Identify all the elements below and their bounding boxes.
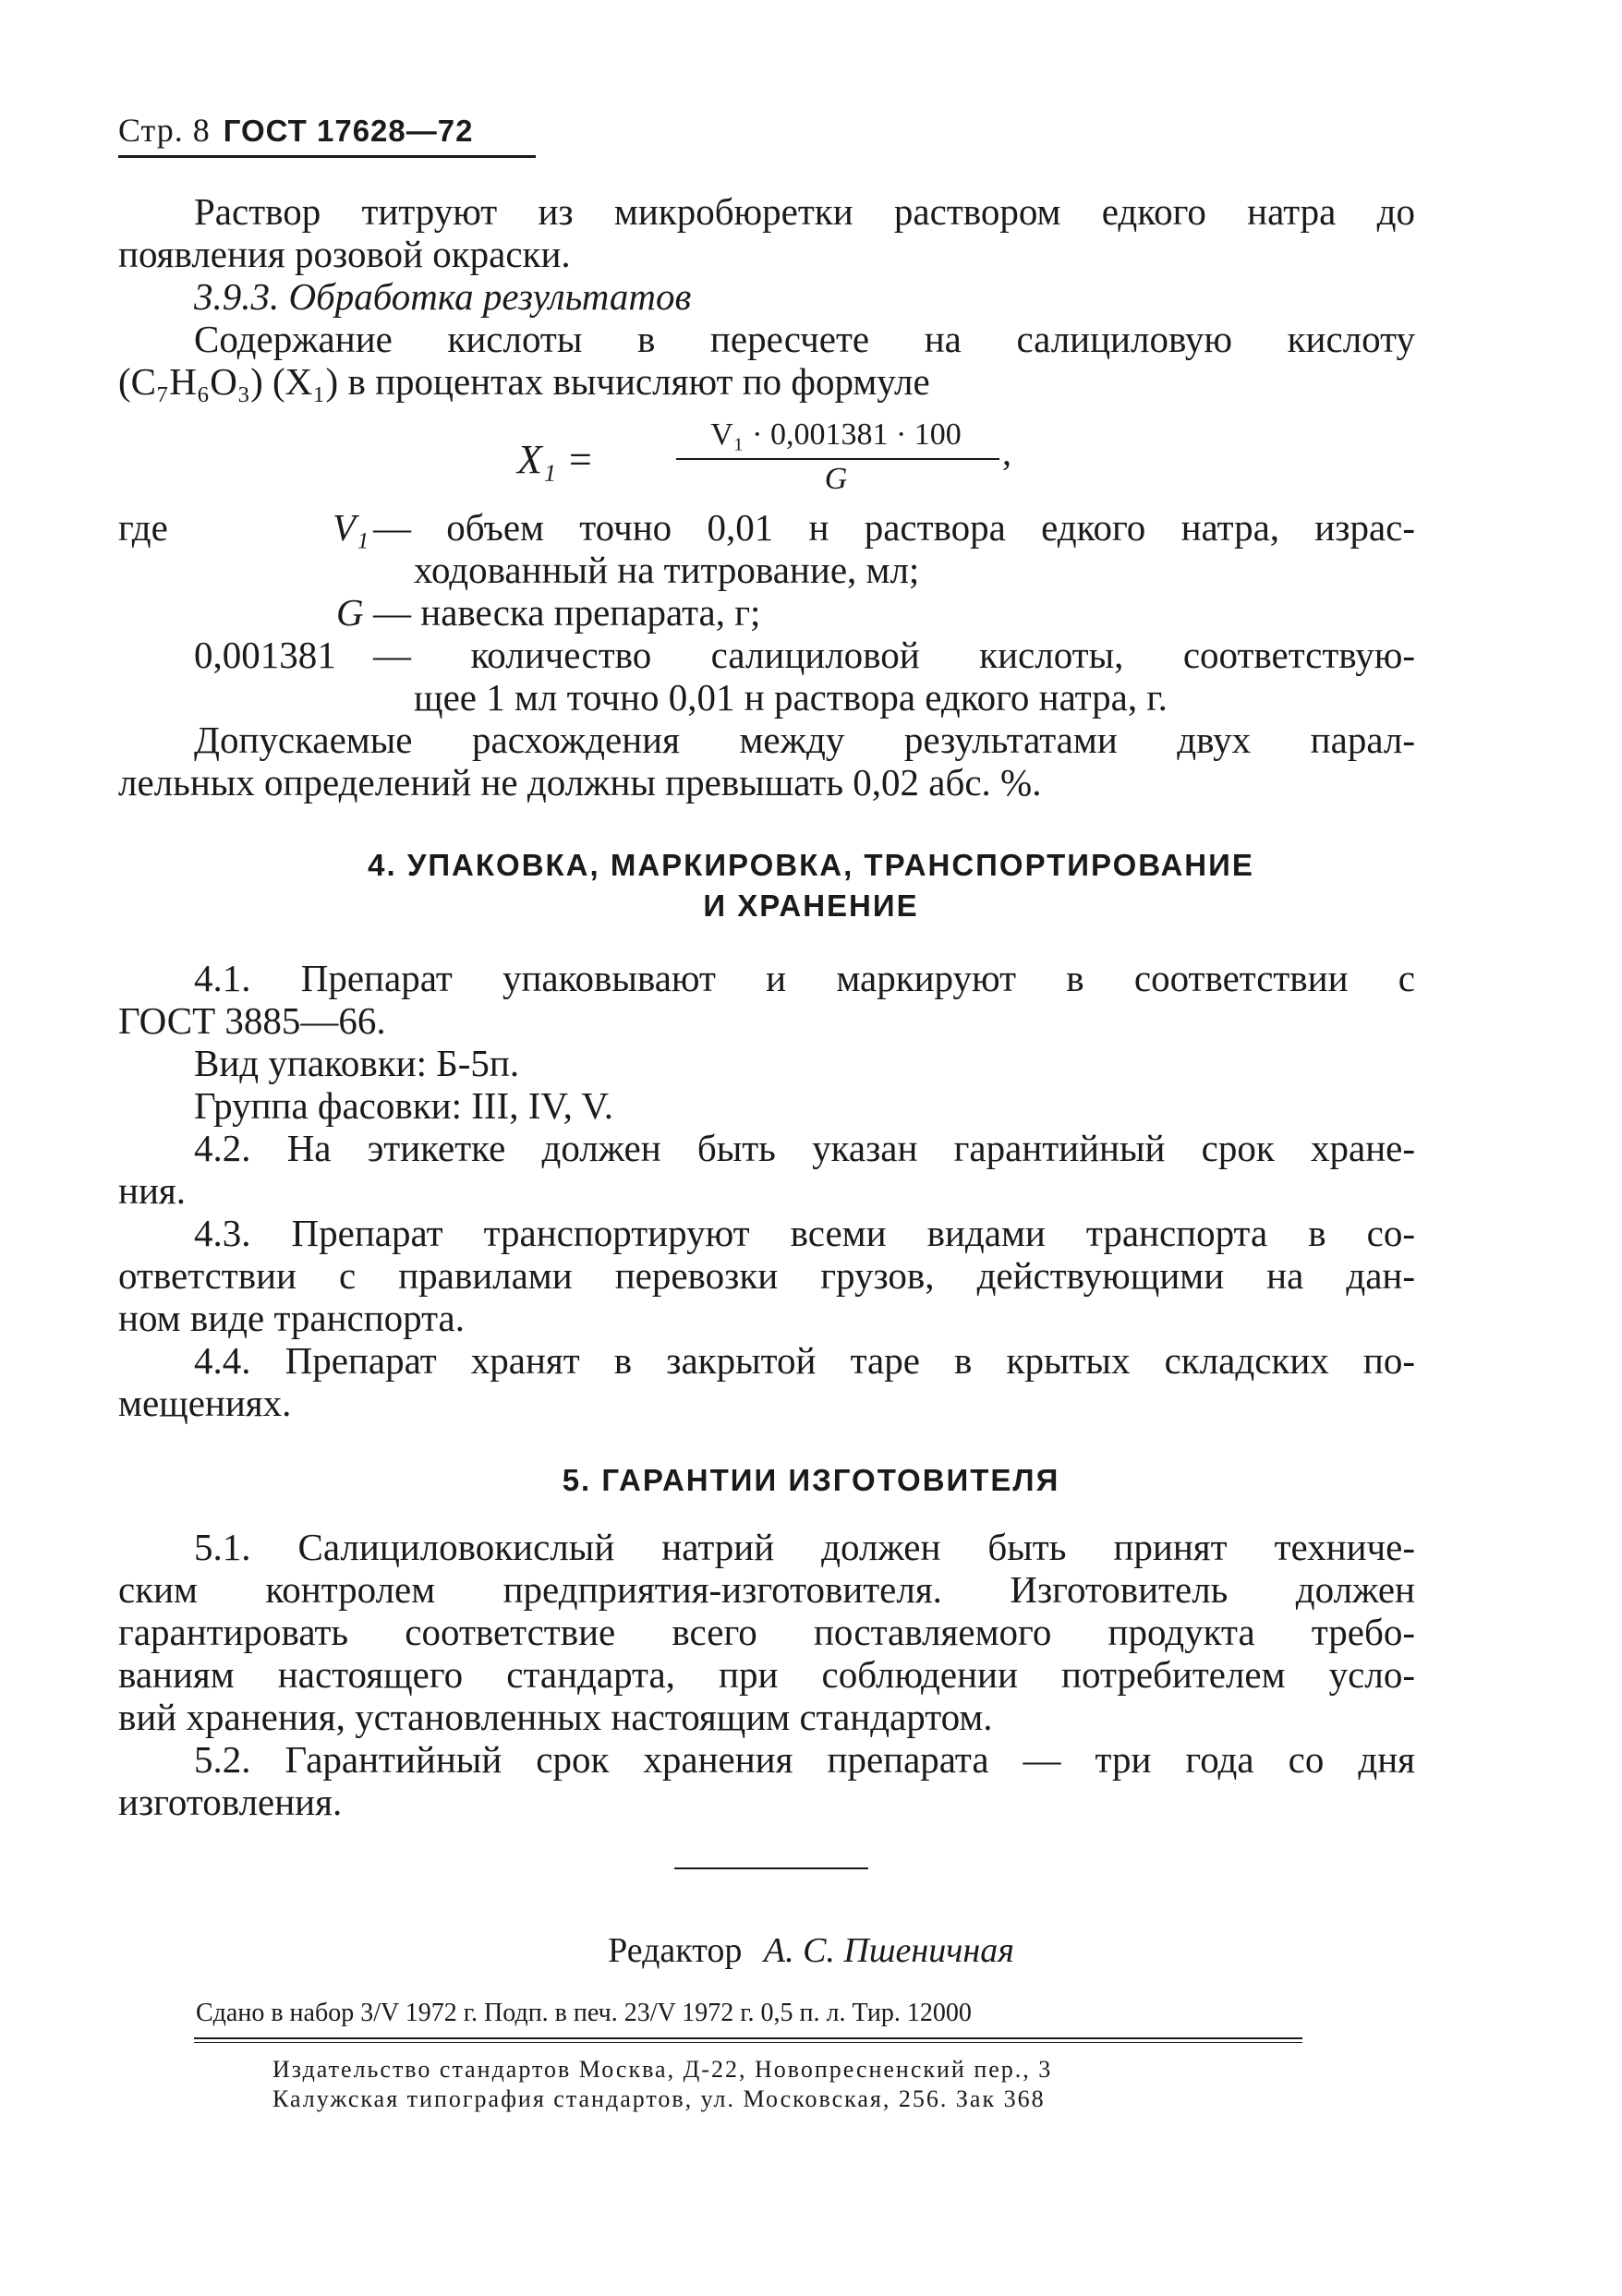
fraction-bar	[676, 458, 999, 460]
page-number: Стр. 8	[118, 112, 211, 149]
section-heading: 4. УПАКОВКА, МАРКИРОВКА, ТРАНСПОРТИРОВАНИЕ	[368, 848, 1254, 882]
section-heading: И ХРАНЕНИЕ	[703, 888, 919, 923]
term-g-desc: — навеска препарата, г;	[373, 591, 761, 634]
paragraph-line: 5.2. Гарантийный срок хранения препарата — три года со дня	[194, 1738, 1415, 1781]
paragraph-line: Вид упаковки: Б-5п.	[194, 1042, 520, 1084]
section-heading: 5. ГАРАНТИИ ИЗГОТОВИТЕЛЯ	[562, 1463, 1060, 1497]
paragraph-line: Содержание кислоты в пересчете на салициловую кислоту	[194, 318, 1415, 360]
formula-denominator: G	[824, 462, 848, 496]
paragraph-line: появления розовой окраски.	[118, 233, 571, 275]
paragraph-line: 4.2. На этикетке должен быть указан гарантийный срок хране-	[194, 1127, 1415, 1169]
paragraph-line: изготовления.	[118, 1781, 343, 1823]
formula	[517, 417, 1011, 501]
formula-lhs: X₁ =	[517, 437, 594, 482]
paragraph-line: Группа фасовки: III, IV, V.	[194, 1084, 614, 1127]
page-header	[118, 111, 473, 150]
paragraph-line: 4.1. Препарат упаковывают и маркируют в соответствии с	[194, 957, 1415, 999]
paragraph-line: 5.1. Салициловокислый натрий должен быть принят техниче-	[194, 1526, 1415, 1568]
paragraph-line: ответствии с правилами перевозки грузов, действующими на дан-	[118, 1254, 1415, 1297]
term-constant: 0,001381	[194, 634, 336, 676]
paragraph-line: ваниям настоящего стандарта, при соблюдении потребителем усло-	[118, 1653, 1415, 1696]
header-rule	[118, 155, 536, 158]
term-v1-desc: — объем точно 0,01 н раствора едкого натра, израс-	[373, 506, 1415, 549]
paragraph-line: Раствор титруют из микробюретки раствором едкого натра до	[194, 190, 1415, 233]
publisher-line: Издательство стандартов Москва, Д-22, Новопресненский пер., 3	[272, 2056, 1053, 2083]
term-constant-desc-cont: щее 1 мл точно 0,01 н раствора едкого натра, г.	[414, 676, 1168, 719]
editor-line	[0, 1930, 1622, 1971]
subsection-title: 3.9.3. Обработка результатов	[194, 275, 692, 318]
editor-name: А. С. Пшеничная	[763, 1931, 1014, 1970]
paragraph-line: ским контролем предприятия-изготовителя. Изготовитель должен	[118, 1568, 1415, 1611]
paragraph-line: ном виде транспорта.	[118, 1297, 465, 1339]
formula-numerator: V₁ · 0,001381 · 100	[710, 417, 962, 452]
paragraph-line: ГОСТ 3885—66.	[118, 999, 386, 1042]
printer-line: Калужская типография стандартов, ул. Московская, 256. Зак 368	[272, 2085, 1046, 2112]
paragraph-line: 4.3. Препарат транспортируют всеми видами транспорта в со-	[194, 1212, 1415, 1254]
imprint-rule-thin	[194, 2042, 1302, 2043]
paragraph-line: гарантировать соответствие всего поставляемого продукта требо-	[118, 1611, 1415, 1653]
paragraph-line: мещениях.	[118, 1382, 292, 1424]
term-g: G	[336, 591, 364, 634]
where-label: где	[118, 506, 168, 549]
end-rule	[674, 1867, 868, 1869]
standard-number: ГОСТ 17628—72	[223, 114, 474, 148]
paragraph-line: (C₇H₆O₃) (X₁) в процентах вычисляют по формуле	[118, 360, 930, 403]
term-v1-desc-cont: ходованный на титрование, мл;	[414, 549, 920, 591]
paragraph-line: ния.	[118, 1169, 186, 1212]
formula-comma: ,	[1002, 431, 1011, 473]
editor-label: Редактор	[608, 1931, 743, 1970]
imprint-rule	[194, 2037, 1302, 2039]
term-v1: V₁	[333, 506, 369, 549]
imprint-line: Сдано в набор 3/V 1972 г. Подп. в печ. 23/V 1972 г. 0,5 п. л. Тир. 12000	[196, 1999, 972, 2027]
term-constant-desc: — количество салициловой кислоты, соответствую-	[373, 634, 1415, 676]
paragraph-line: лельных определений не должны превышать 0,02 абс. %.	[118, 761, 1042, 804]
paragraph-line: Допускаемые расхождения между результатами двух парал-	[194, 719, 1415, 761]
paragraph-line: 4.4. Препарат хранят в закрытой таре в крытых складских по-	[194, 1339, 1415, 1382]
paragraph-line: вий хранения, установленных настоящим стандартом.	[118, 1696, 993, 1738]
